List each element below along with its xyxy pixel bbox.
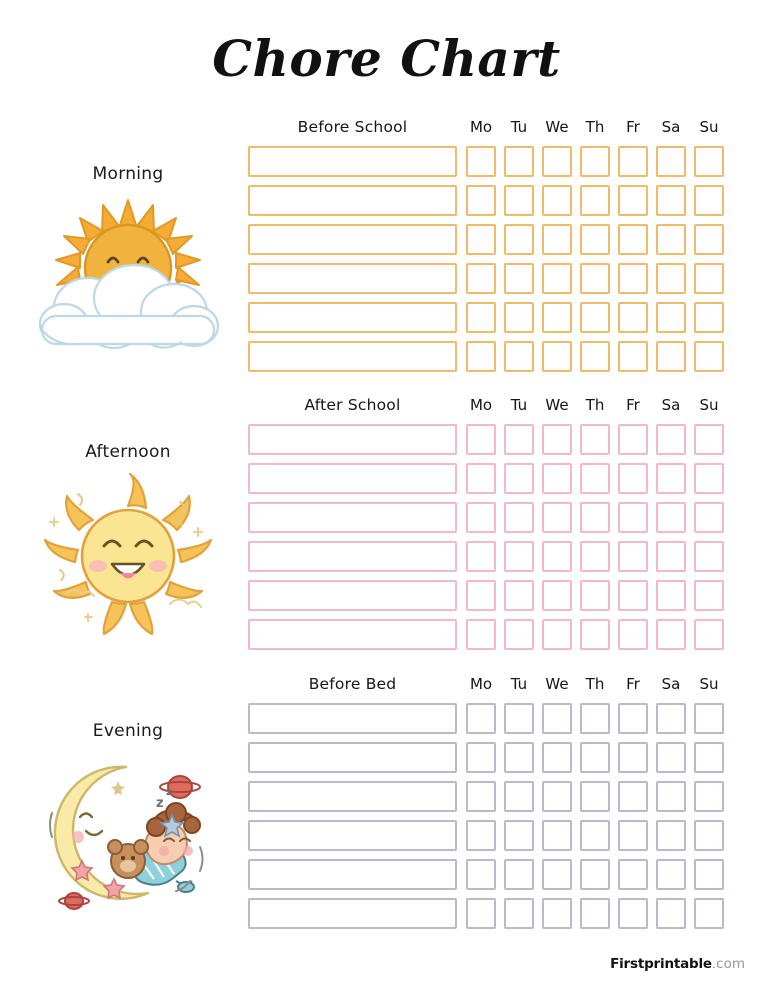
checkbox-evening-1-tu[interactable] [504, 703, 534, 734]
checkbox-evening-2-sa[interactable] [656, 742, 686, 773]
page-title: Chore Chart [212, 29, 561, 88]
checkbox-morning-5-sa[interactable] [656, 302, 686, 333]
day-header-mo: Mo [469, 675, 493, 693]
checkbox-afternoon-5-tu[interactable] [504, 580, 534, 611]
task-input-evening-4[interactable] [248, 820, 457, 851]
checkbox-evening-5-fr[interactable] [618, 859, 648, 890]
checkbox-afternoon-4-th[interactable] [580, 541, 610, 572]
checkbox-morning-4-we[interactable] [542, 263, 572, 294]
checkbox-morning-4-th[interactable] [580, 263, 610, 294]
day-header-fr: Fr [626, 396, 640, 414]
checkbox-morning-6-we[interactable] [542, 341, 572, 372]
checkbox-morning-2-tu[interactable] [504, 185, 534, 216]
table-row [248, 302, 733, 333]
period-label-afternoon: Afternoon [85, 442, 171, 462]
checkbox-evening-1-fr[interactable] [618, 703, 648, 734]
day-header-we: We [545, 118, 569, 136]
checkbox-morning-5-su[interactable] [694, 302, 724, 333]
day-header-tu: Tu [510, 118, 528, 136]
checkbox-afternoon-3-tu[interactable] [504, 502, 534, 533]
checkbox-evening-2-th[interactable] [580, 742, 610, 773]
checkbox-afternoon-2-mo[interactable] [466, 463, 496, 494]
checkbox-afternoon-1-th[interactable] [580, 424, 610, 455]
checkbox-afternoon-3-we[interactable] [542, 502, 572, 533]
checkbox-evening-1-th[interactable] [580, 703, 610, 734]
checkbox-morning-3-fr[interactable] [618, 224, 648, 255]
checkbox-afternoon-6-th[interactable] [580, 619, 610, 650]
svg-text:z: z [156, 796, 164, 811]
checkbox-evening-6-th[interactable] [580, 898, 610, 929]
table-row [248, 781, 733, 812]
checkbox-morning-2-mo[interactable] [466, 185, 496, 216]
checkbox-evening-6-we[interactable] [542, 898, 572, 929]
period-label-evening: Evening [92, 721, 164, 741]
table-row [248, 820, 733, 851]
checkbox-evening-2-tu[interactable] [504, 742, 534, 773]
period-label-morning: Morning [92, 164, 164, 184]
checkbox-morning-4-mo[interactable] [466, 263, 496, 294]
table-row [248, 502, 733, 533]
task-input-morning-5[interactable] [248, 302, 457, 333]
day-header-mo: Mo [469, 118, 493, 136]
task-column-header-evening: Before Bed [308, 675, 397, 693]
checkbox-afternoon-4-we[interactable] [542, 541, 572, 572]
task-input-afternoon-5[interactable] [248, 580, 457, 611]
task-input-evening-1[interactable] [248, 703, 457, 734]
day-header-su: Su [699, 118, 719, 136]
task-input-afternoon-6[interactable] [248, 619, 457, 650]
task-input-evening-5[interactable] [248, 859, 457, 890]
checkbox-morning-2-we[interactable] [542, 185, 572, 216]
checkbox-afternoon-6-su[interactable] [694, 619, 724, 650]
checkbox-evening-3-sa[interactable] [656, 781, 686, 812]
svg-text:z: z [166, 787, 172, 798]
checkbox-evening-4-su[interactable] [694, 820, 724, 851]
checkbox-morning-5-th[interactable] [580, 302, 610, 333]
checkbox-afternoon-6-fr[interactable] [618, 619, 648, 650]
checkbox-evening-5-we[interactable] [542, 859, 572, 890]
table-row [248, 224, 733, 255]
checkbox-evening-5-th[interactable] [580, 859, 610, 890]
checkbox-morning-4-sa[interactable] [656, 263, 686, 294]
checkbox-evening-3-mo[interactable] [466, 781, 496, 812]
checkbox-morning-3-sa[interactable] [656, 224, 686, 255]
checkbox-morning-1-tu[interactable] [504, 146, 534, 177]
checkbox-afternoon-5-sa[interactable] [656, 580, 686, 611]
checkbox-morning-1-fr[interactable] [618, 146, 648, 177]
task-input-evening-2[interactable] [248, 742, 457, 773]
checkbox-morning-2-su[interactable] [694, 185, 724, 216]
checkbox-evening-1-mo[interactable] [466, 703, 496, 734]
day-header-su: Su [699, 675, 719, 693]
header-row-evening [248, 675, 733, 701]
sleeping-child-on-moon-icon [30, 751, 226, 923]
table-row [248, 580, 733, 611]
task-input-afternoon-3[interactable] [248, 502, 457, 533]
checkbox-evening-2-mo[interactable] [466, 742, 496, 773]
day-header-we: We [545, 396, 569, 414]
day-header-fr: Fr [626, 675, 640, 693]
checkbox-afternoon-3-mo[interactable] [466, 502, 496, 533]
header-row-morning [248, 118, 733, 144]
table-row [248, 898, 733, 929]
checkbox-evening-2-we[interactable] [542, 742, 572, 773]
checkbox-evening-3-fr[interactable] [618, 781, 648, 812]
day-header-sa: Sa [661, 675, 681, 693]
checkbox-afternoon-6-sa[interactable] [656, 619, 686, 650]
checkbox-evening-4-th[interactable] [580, 820, 610, 851]
checkbox-afternoon-3-su[interactable] [694, 502, 724, 533]
checkbox-morning-4-tu[interactable] [504, 263, 534, 294]
day-header-th: Th [585, 675, 605, 693]
checkbox-morning-6-fr[interactable] [618, 341, 648, 372]
day-header-we: We [545, 675, 569, 693]
checkbox-morning-6-th[interactable] [580, 341, 610, 372]
checkbox-evening-4-we[interactable] [542, 820, 572, 851]
checkbox-evening-6-sa[interactable] [656, 898, 686, 929]
checkbox-morning-4-su[interactable] [694, 263, 724, 294]
checkbox-morning-1-sa[interactable] [656, 146, 686, 177]
day-header-tu: Tu [510, 675, 528, 693]
table-row [248, 185, 733, 216]
checkbox-evening-3-th[interactable] [580, 781, 610, 812]
table-row [248, 703, 733, 734]
checkbox-afternoon-4-mo[interactable] [466, 541, 496, 572]
task-column-header-morning: Before School [297, 118, 408, 136]
day-header-sa: Sa [661, 396, 681, 414]
day-header-tu: Tu [510, 396, 528, 414]
day-header-th: Th [585, 118, 605, 136]
checkbox-afternoon-5-th[interactable] [580, 580, 610, 611]
checkbox-morning-3-mo[interactable] [466, 224, 496, 255]
checkbox-morning-5-fr[interactable] [618, 302, 648, 333]
checkbox-morning-1-mo[interactable] [466, 146, 496, 177]
checkbox-morning-5-tu[interactable] [504, 302, 534, 333]
checkbox-afternoon-2-su[interactable] [694, 463, 724, 494]
brand-tld: .com [711, 956, 745, 972]
checkbox-afternoon-3-th[interactable] [580, 502, 610, 533]
table-row [248, 341, 733, 372]
footer-watermark [610, 956, 745, 972]
checkbox-afternoon-2-sa[interactable] [656, 463, 686, 494]
table-row [248, 742, 733, 773]
table-row [248, 619, 733, 650]
checkbox-evening-1-we[interactable] [542, 703, 572, 734]
checkbox-afternoon-4-su[interactable] [694, 541, 724, 572]
checkbox-morning-6-sa[interactable] [656, 341, 686, 372]
checkbox-morning-1-we[interactable] [542, 146, 572, 177]
checkbox-evening-3-tu[interactable] [504, 781, 534, 812]
checkbox-evening-5-mo[interactable] [466, 859, 496, 890]
checkbox-afternoon-3-fr[interactable] [618, 502, 648, 533]
checkbox-morning-5-mo[interactable] [466, 302, 496, 333]
checkbox-afternoon-4-fr[interactable] [618, 541, 648, 572]
checkbox-evening-2-su[interactable] [694, 742, 724, 773]
checkbox-morning-3-su[interactable] [694, 224, 724, 255]
day-header-th: Th [585, 396, 605, 414]
checkbox-afternoon-5-we[interactable] [542, 580, 572, 611]
day-header-mo: Mo [469, 396, 493, 414]
checkbox-evening-6-su[interactable] [694, 898, 724, 929]
chore-grid-evening [248, 703, 733, 937]
task-input-morning-1[interactable] [248, 146, 457, 177]
task-input-afternoon-1[interactable] [248, 424, 457, 455]
checkbox-afternoon-1-su[interactable] [694, 424, 724, 455]
checkbox-afternoon-2-tu[interactable] [504, 463, 534, 494]
checkbox-morning-3-tu[interactable] [504, 224, 534, 255]
checkbox-afternoon-1-mo[interactable] [466, 424, 496, 455]
checkbox-afternoon-2-fr[interactable] [618, 463, 648, 494]
checkbox-evening-4-fr[interactable] [618, 820, 648, 851]
checkbox-afternoon-5-fr[interactable] [618, 580, 648, 611]
header-row-afternoon [248, 396, 733, 422]
checkbox-evening-6-fr[interactable] [618, 898, 648, 929]
checkbox-afternoon-6-tu[interactable] [504, 619, 534, 650]
checkbox-morning-5-we[interactable] [542, 302, 572, 333]
checkbox-afternoon-6-mo[interactable] [466, 619, 496, 650]
table-row [248, 541, 733, 572]
checkbox-evening-6-mo[interactable] [466, 898, 496, 929]
task-column-header-afternoon: After School [304, 396, 401, 414]
checkbox-afternoon-1-tu[interactable] [504, 424, 534, 455]
checkbox-morning-3-th[interactable] [580, 224, 610, 255]
checkbox-evening-1-su[interactable] [694, 703, 724, 734]
checkbox-afternoon-1-sa[interactable] [656, 424, 686, 455]
table-row [248, 859, 733, 890]
checkbox-evening-5-tu[interactable] [504, 859, 534, 890]
checkbox-morning-1-th[interactable] [580, 146, 610, 177]
checkbox-morning-6-tu[interactable] [504, 341, 534, 372]
checkbox-morning-4-fr[interactable] [618, 263, 648, 294]
table-row [248, 146, 733, 177]
checkbox-afternoon-2-we[interactable] [542, 463, 572, 494]
checkbox-morning-2-fr[interactable] [618, 185, 648, 216]
day-header-fr: Fr [626, 118, 640, 136]
task-input-evening-3[interactable] [248, 781, 457, 812]
checkbox-evening-5-sa[interactable] [656, 859, 686, 890]
task-input-afternoon-4[interactable] [248, 541, 457, 572]
checkbox-afternoon-4-tu[interactable] [504, 541, 534, 572]
day-header-su: Su [699, 396, 719, 414]
checkbox-evening-3-su[interactable] [694, 781, 724, 812]
task-input-morning-6[interactable] [248, 341, 457, 372]
checkbox-morning-3-we[interactable] [542, 224, 572, 255]
chore-grid-morning [248, 146, 733, 380]
checkbox-evening-4-mo[interactable] [466, 820, 496, 851]
task-input-morning-3[interactable] [248, 224, 457, 255]
checkbox-morning-2-sa[interactable] [656, 185, 686, 216]
chore-grid-afternoon [248, 424, 733, 658]
table-row [248, 424, 733, 455]
checkbox-morning-1-su[interactable] [694, 146, 724, 177]
checkbox-afternoon-2-th[interactable] [580, 463, 610, 494]
checkbox-evening-4-tu[interactable] [504, 820, 534, 851]
checkbox-morning-2-th[interactable] [580, 185, 610, 216]
checkbox-afternoon-1-fr[interactable] [618, 424, 648, 455]
checkbox-evening-2-fr[interactable] [618, 742, 648, 773]
day-header-sa: Sa [661, 118, 681, 136]
table-row [248, 463, 733, 494]
task-input-morning-2[interactable] [248, 185, 457, 216]
checkbox-afternoon-4-sa[interactable] [656, 541, 686, 572]
checkbox-morning-6-su[interactable] [694, 341, 724, 372]
checkbox-afternoon-3-sa[interactable] [656, 502, 686, 533]
checkbox-morning-6-mo[interactable] [466, 341, 496, 372]
checkbox-evening-3-we[interactable] [542, 781, 572, 812]
checkbox-afternoon-5-su[interactable] [694, 580, 724, 611]
checkbox-afternoon-1-we[interactable] [542, 424, 572, 455]
checkbox-afternoon-6-we[interactable] [542, 619, 572, 650]
sun-behind-cloud-icon [30, 194, 226, 366]
checkbox-evening-4-sa[interactable] [656, 820, 686, 851]
checkbox-afternoon-5-mo[interactable] [466, 580, 496, 611]
checkbox-evening-6-tu[interactable] [504, 898, 534, 929]
brand-name: Firstprintable [610, 956, 712, 972]
smiling-sun-icon [30, 472, 226, 644]
checkbox-evening-5-su[interactable] [694, 859, 724, 890]
task-input-afternoon-2[interactable] [248, 463, 457, 494]
checkbox-evening-1-sa[interactable] [656, 703, 686, 734]
table-row [248, 263, 733, 294]
task-input-evening-6[interactable] [248, 898, 457, 929]
task-input-morning-4[interactable] [248, 263, 457, 294]
